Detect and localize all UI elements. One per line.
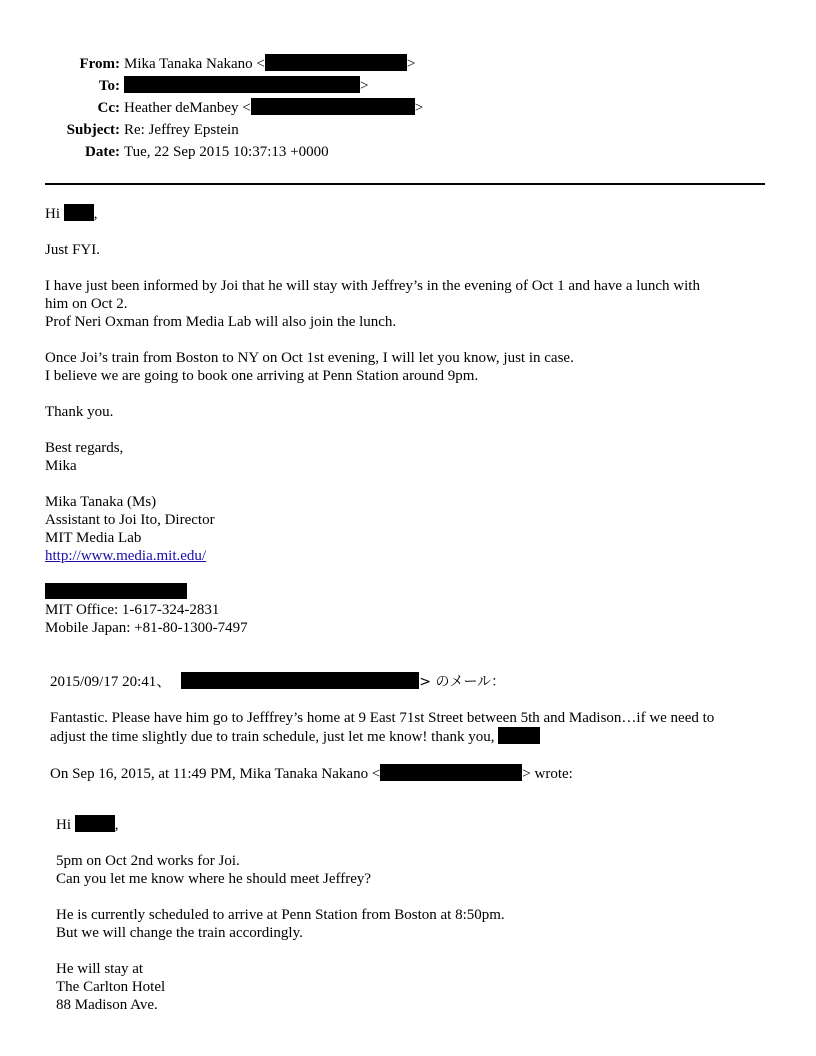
- fyi-line: Just FYI.: [45, 242, 101, 258]
- signature-org: MIT Media Lab: [45, 530, 142, 546]
- quote-line: The Carlton Hotel: [56, 979, 166, 995]
- signature-mobile-phone: Mobile Japan: +81-80-1300-7497: [45, 620, 248, 636]
- signature-office-phone: MIT Office: 1-617-324-2831: [45, 602, 220, 618]
- paragraph-line: him on Oct 2.: [45, 296, 128, 312]
- email-header: [0, 53, 816, 163]
- to-row: [0, 75, 816, 97]
- quote-date-line: 2015/09/17 20:41、 > のメール：: [50, 674, 506, 690]
- from-value: Mika Tanaka Nakano < >: [124, 56, 416, 72]
- redaction-block: [265, 54, 407, 71]
- paragraph-line: I have just been informed by Joi that he will stay with Jeffrey’s in the evening of Oct 1 and have a lunch with: [45, 278, 700, 294]
- quoted-message-2: [56, 815, 786, 1014]
- quote-line: Can you let me know where he should meet Jeffrey?: [56, 871, 372, 887]
- sign-name: Mika: [45, 458, 77, 474]
- date-label: Date:: [85, 144, 120, 160]
- redaction-block: [498, 727, 540, 744]
- signature-name: Mika Tanaka (Ms): [45, 494, 157, 510]
- greeting: Hi ,: [45, 206, 98, 222]
- quote-line: 5pm on Oct 2nd works for Joi.: [56, 853, 240, 869]
- to-label: To:: [98, 78, 120, 94]
- date-value: Tue, 22 Sep 2015 10:37:13 +0000: [124, 144, 329, 160]
- cc-label: Cc:: [97, 100, 120, 116]
- redaction-block: [181, 672, 419, 689]
- subject-value: Re: Jeffrey Epstein: [124, 122, 239, 138]
- quote-line: adjust the time slightly due to train schedule, just let me know! thank you,: [50, 727, 780, 746]
- thanks-line: Thank you.: [45, 404, 114, 420]
- redaction-block: [45, 583, 187, 599]
- header-divider: [45, 183, 765, 185]
- subject-label: Subject:: [66, 122, 120, 138]
- quote-line: Fantastic. Please have him go to Jefffrey’s home at 9 East 71st Street between 5th and Madison…if we need to: [50, 710, 715, 726]
- quote-line: But we will change the train accordingly.: [56, 925, 303, 941]
- date-row: [0, 141, 816, 163]
- cc-row: [0, 97, 816, 119]
- redaction-block: [251, 98, 415, 115]
- from-row: [0, 53, 816, 75]
- subject-row: [0, 119, 816, 141]
- regards-line: Best regards,: [45, 440, 124, 456]
- quote-line: 88 Madison Ave.: [56, 997, 158, 1013]
- media-lab-link[interactable]: http://www.media.mit.edu/: [45, 548, 207, 564]
- paragraph-line: Prof Neri Oxman from Media Lab will also join the lunch.: [45, 314, 397, 330]
- quote-greeting: Hi ,: [56, 817, 119, 833]
- quote-line: He is currently scheduled to arrive at Penn Station from Boston at 8:50pm.: [56, 907, 505, 923]
- email-body: [45, 204, 775, 637]
- quote-attribution: On Sep 16, 2015, at 11:49 PM, Mika Tanaka Nakano < > wrote:: [50, 766, 573, 782]
- paragraph-line: I believe we are going to book one arriving at Penn Station around 9pm.: [45, 368, 479, 384]
- redaction-block: [380, 764, 522, 781]
- signature-title: Assistant to Joi Ito, Director: [45, 512, 215, 528]
- quote-line: He will stay at: [56, 961, 144, 977]
- redaction-block: [75, 815, 115, 832]
- from-label: From:: [79, 56, 120, 72]
- to-value: >: [120, 75, 368, 97]
- cc-value: Heather deManbey < >: [124, 100, 424, 116]
- redaction-block: [124, 76, 360, 93]
- quoted-message-1: [50, 672, 780, 783]
- redaction-block: [64, 204, 94, 221]
- paragraph-line: Once Joi’s train from Boston to NY on Oct 1st evening, I will let you know, just in case.: [45, 350, 574, 366]
